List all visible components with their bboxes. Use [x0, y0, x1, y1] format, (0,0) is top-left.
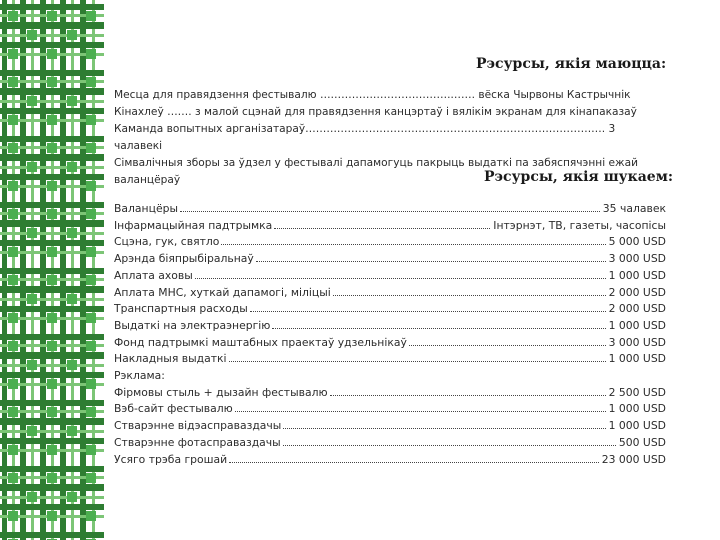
- leader-dots: [333, 286, 606, 296]
- item-value: 3 000 USD: [608, 252, 666, 266]
- item-value: 1 000 USD: [608, 352, 666, 366]
- item-label: Вэб-сайт фестывалю: [114, 402, 233, 416]
- item-label: Фонд падтрымкі маштабных праектаў удзельнікаў: [114, 335, 407, 349]
- item-value: Інтэрнэт, ТВ, газеты, часопісы: [493, 218, 666, 232]
- leader-dots: [229, 352, 606, 362]
- list-item: [114, 385, 666, 402]
- item-value: 3 000 USD: [608, 335, 666, 349]
- total-row: [114, 452, 666, 469]
- item-label: Фірмовы стыль + дызайн фестывалю: [114, 385, 328, 399]
- leader-dots: [272, 319, 605, 329]
- item-label: Аплата МНС, хуткай дапамогі, міліцыі: [114, 285, 331, 299]
- team-line: Каманда вопытных арганізатараў…………………………………………………………………………. 3 чалавекі: [114, 123, 616, 152]
- folk-ornament-border: [0, 0, 104, 540]
- total-value: 23 000 USD: [601, 452, 666, 466]
- item-label: Аплата аховы: [114, 268, 193, 282]
- list-item: [114, 401, 666, 418]
- advertising-subheading: Рэклама:: [114, 369, 165, 383]
- fees-line: Сімвалічныя зборы за ўдзел у фестывалі дапамогуць пакрыць выдаткі па забяспячэнні ежай валанцёраў: [114, 157, 638, 186]
- resources-seek-list: [114, 201, 666, 468]
- list-item: [114, 201, 666, 218]
- leader-dots: [180, 202, 600, 212]
- venue-line: Месца для правядзення фестывалю ……………………………….……. вёска Чырвоны Кастрычнік: [114, 89, 631, 101]
- cinema-line: Кінахлеў ……. з малой сцэнай для правядзення канцэртаў і вялікім экранам для кінапаказаў: [114, 106, 637, 118]
- list-item: [114, 435, 666, 452]
- item-value: 5 000 USD: [608, 235, 666, 249]
- list-item: [114, 351, 666, 368]
- item-label: Накладныя выдаткі: [114, 352, 227, 366]
- list-item: [114, 268, 666, 285]
- item-label: Сцэна, гук, святло: [114, 235, 220, 249]
- item-label: Валанцёры: [114, 202, 178, 215]
- resources-have-heading: Рэсурсы, якія маюцца:: [476, 56, 667, 72]
- list-item: [114, 318, 666, 335]
- resources-seek-heading: Рэсурсы, якія шукаем:: [484, 169, 674, 185]
- leader-dots: [274, 219, 490, 229]
- total-label: Усяго трэба грошай: [114, 452, 228, 466]
- item-value: 1 000 USD: [608, 268, 666, 282]
- item-value: 1 000 USD: [608, 318, 666, 332]
- leader-dots: [229, 453, 599, 463]
- leader-dots: [235, 402, 606, 412]
- item-label: Арэнда біяпрыбіральнаў: [114, 252, 254, 266]
- list-item: [114, 418, 666, 435]
- leader-dots: [330, 386, 606, 396]
- item-label: Стварэнне фотасправаздачы: [114, 435, 281, 449]
- item-value: 2 500 USD: [608, 385, 666, 399]
- leader-dots: [256, 252, 606, 262]
- item-value: 2 000 USD: [608, 285, 666, 299]
- item-label: Транспартныя расходы: [114, 302, 248, 316]
- leader-dots: [250, 302, 606, 312]
- item-label: Стварэнне відэасправаздачы: [114, 419, 282, 433]
- leader-dots: [283, 419, 605, 429]
- leader-dots: [221, 235, 605, 245]
- list-item: [114, 218, 666, 235]
- list-item: [114, 234, 666, 251]
- item-label: Інфармацыйная падтрымка: [114, 218, 273, 232]
- item-value: 500 USD: [618, 435, 666, 449]
- item-value: 1 000 USD: [608, 419, 666, 433]
- item-label: Выдаткі на электраэнергію: [114, 318, 271, 332]
- list-item: [114, 301, 666, 318]
- item-value: 35 чалавек: [602, 202, 666, 215]
- item-value: 2 000 USD: [608, 302, 666, 316]
- list-item: [114, 335, 666, 352]
- list-item: [114, 285, 666, 302]
- list-item: [114, 251, 666, 268]
- leader-dots: [283, 436, 616, 446]
- item-value: 1 000 USD: [608, 402, 666, 416]
- leader-dots: [195, 269, 606, 279]
- leader-dots: [409, 336, 606, 346]
